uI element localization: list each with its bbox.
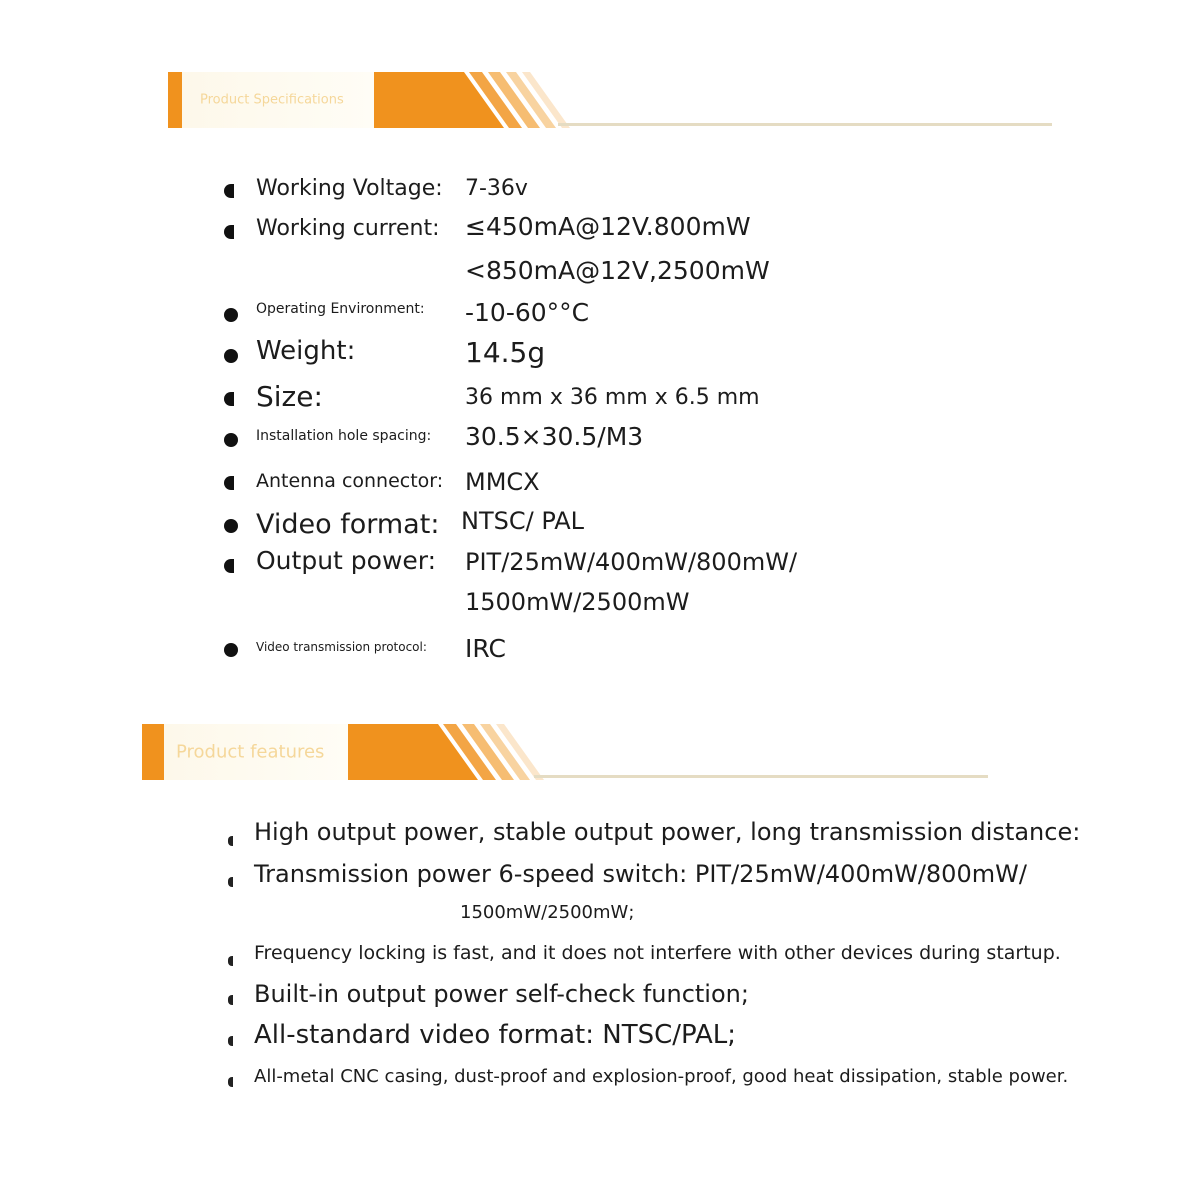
spec-label: Video transmission protocol: (256, 640, 427, 654)
bullet-icon (224, 349, 238, 363)
spec-value: 14.5g (465, 336, 546, 369)
specifications-title: Product Specifications (200, 92, 344, 108)
features-title: Product features (176, 741, 325, 763)
banner-stripes-decoration (348, 724, 558, 780)
banner-stripes-decoration (374, 72, 584, 128)
banner-rule (558, 123, 1052, 126)
bullet-icon (228, 1036, 233, 1046)
spec-label: Working current: (256, 216, 440, 241)
spec-value: ≤450mA@12V.800mW (465, 212, 751, 241)
bullet-icon (224, 476, 234, 490)
spec-label: Working Voltage: (256, 176, 443, 201)
bullet-icon (228, 995, 233, 1005)
spec-value: 7-36v (465, 176, 528, 201)
spec-label: Video format: (256, 509, 440, 540)
features-banner (142, 724, 988, 780)
spec-label: Operating Environment: (256, 301, 425, 317)
spec-value: 36 mm x 36 mm x 6.5 mm (465, 385, 760, 410)
bullet-icon (228, 1077, 233, 1087)
bullet-icon (224, 643, 238, 657)
spec-value: NTSC/ PAL (461, 507, 585, 535)
bullet-icon (228, 836, 233, 846)
bullet-icon (224, 308, 238, 322)
feature-item-continuation: 1500mW/2500mW; (460, 902, 635, 923)
banner-rule (534, 775, 988, 778)
banner-accent-bar (142, 724, 164, 780)
bullet-icon (224, 433, 238, 447)
bullet-icon (224, 559, 234, 573)
spec-value-line2: 1500mW/2500mW (465, 588, 690, 616)
specifications-banner (168, 72, 1052, 128)
spec-label: Output power: (256, 546, 437, 575)
spec-label: Size: (256, 380, 323, 413)
bullet-icon (224, 225, 234, 239)
spec-value: 30.5×30.5/M3 (465, 422, 644, 451)
spec-label: Weight: (256, 336, 356, 366)
bullet-icon (224, 519, 238, 533)
bullet-icon (224, 392, 234, 406)
bullet-icon (228, 877, 233, 887)
spec-label: Installation hole spacing: (256, 428, 432, 444)
bullet-icon (224, 184, 234, 198)
spec-value: MMCX (465, 468, 540, 496)
bullet-icon (228, 956, 233, 966)
banner-accent-bar (168, 72, 182, 128)
spec-value: -10-60°°C (465, 298, 590, 327)
spec-value: IRC (465, 634, 506, 663)
spec-value-line2: <850mA@12V,2500mW (465, 256, 770, 285)
spec-label: Antenna connector: (256, 470, 444, 492)
spec-value: PIT/25mW/400mW/800mW/ (465, 548, 798, 576)
